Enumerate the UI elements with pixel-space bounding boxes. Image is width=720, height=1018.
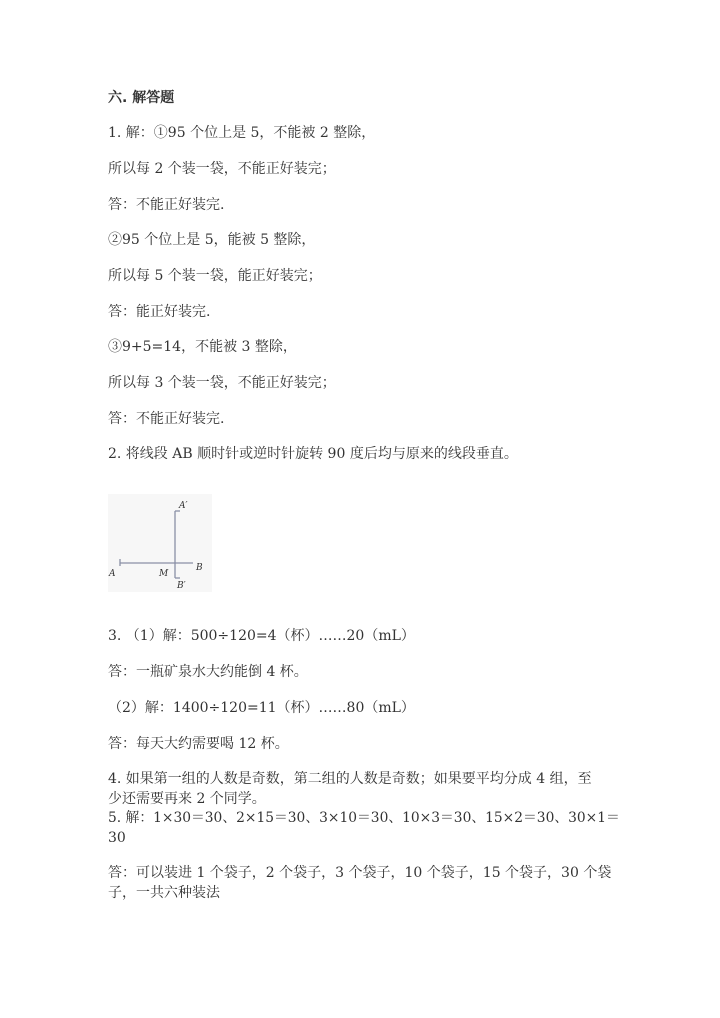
label-B-prime: B′: [177, 581, 186, 591]
q3-line-2: 答：一瓶矿泉水大约能倒 4 杯。: [108, 664, 308, 680]
q1-line-3: 答：不能正好装完.: [108, 197, 225, 213]
q4-line-1: 4. 如果第一组的人数是奇数，第二组的人数是奇数；如果要平均分成 4 组，至: [108, 771, 592, 787]
q1-line-8: 所以每 3 个装一袋，不能正好装完；: [108, 375, 336, 391]
label-M: M: [159, 569, 169, 579]
q1-line-2: 所以每 2 个装一袋，不能正好装完；: [108, 161, 336, 177]
q3-line-3: （2）解：1400÷120=11（杯）……80（mL）: [108, 700, 415, 716]
q5-line-3: 答：可以装进 1 个袋子，2 个袋子，3 个袋子，10 个袋子，15 个袋子，30 个袋: [108, 865, 612, 881]
q5-line-2: 30: [108, 830, 126, 846]
q1-line-9: 答：不能正好装完.: [108, 411, 225, 427]
q5-line-1: 5. 解：1×30＝30、2×15＝30、3×10＝30、10×3＝30、15×2＝30、30×1＝: [108, 810, 620, 826]
q2-text: 2. 将线段 AB 顺时针或逆时针旋转 90 度后均与原来的线段垂直。: [108, 446, 518, 462]
q1-line-7: ③9+5=14，不能被 3 整除，: [108, 339, 297, 355]
q1-line-6: 答：能正好装完.: [108, 304, 211, 320]
label-B: B: [196, 563, 203, 573]
q1-line-5: 所以每 5 个装一袋，能正好装完；: [108, 268, 322, 284]
q4-line-2: 少还需要再来 2 个同学。: [108, 791, 266, 807]
section-title: 六. 解答题: [108, 90, 175, 106]
q1-line-1: 1. 解：①95 个位上是 5，不能被 2 整除，: [108, 125, 376, 141]
rotation-figure: [108, 494, 212, 592]
q5-line-4: 子，一共六种装法: [108, 885, 220, 901]
label-A-prime: A′: [179, 501, 188, 511]
label-A: A: [109, 569, 116, 579]
q3-line-1: 3. （1）解：500÷120=4（杯）……20（mL）: [108, 628, 415, 644]
q3-line-4: 答：每天大约需要喝 12 杯。: [108, 736, 289, 752]
q1-line-4: ②95 个位上是 5，能被 5 整除，: [108, 232, 316, 248]
